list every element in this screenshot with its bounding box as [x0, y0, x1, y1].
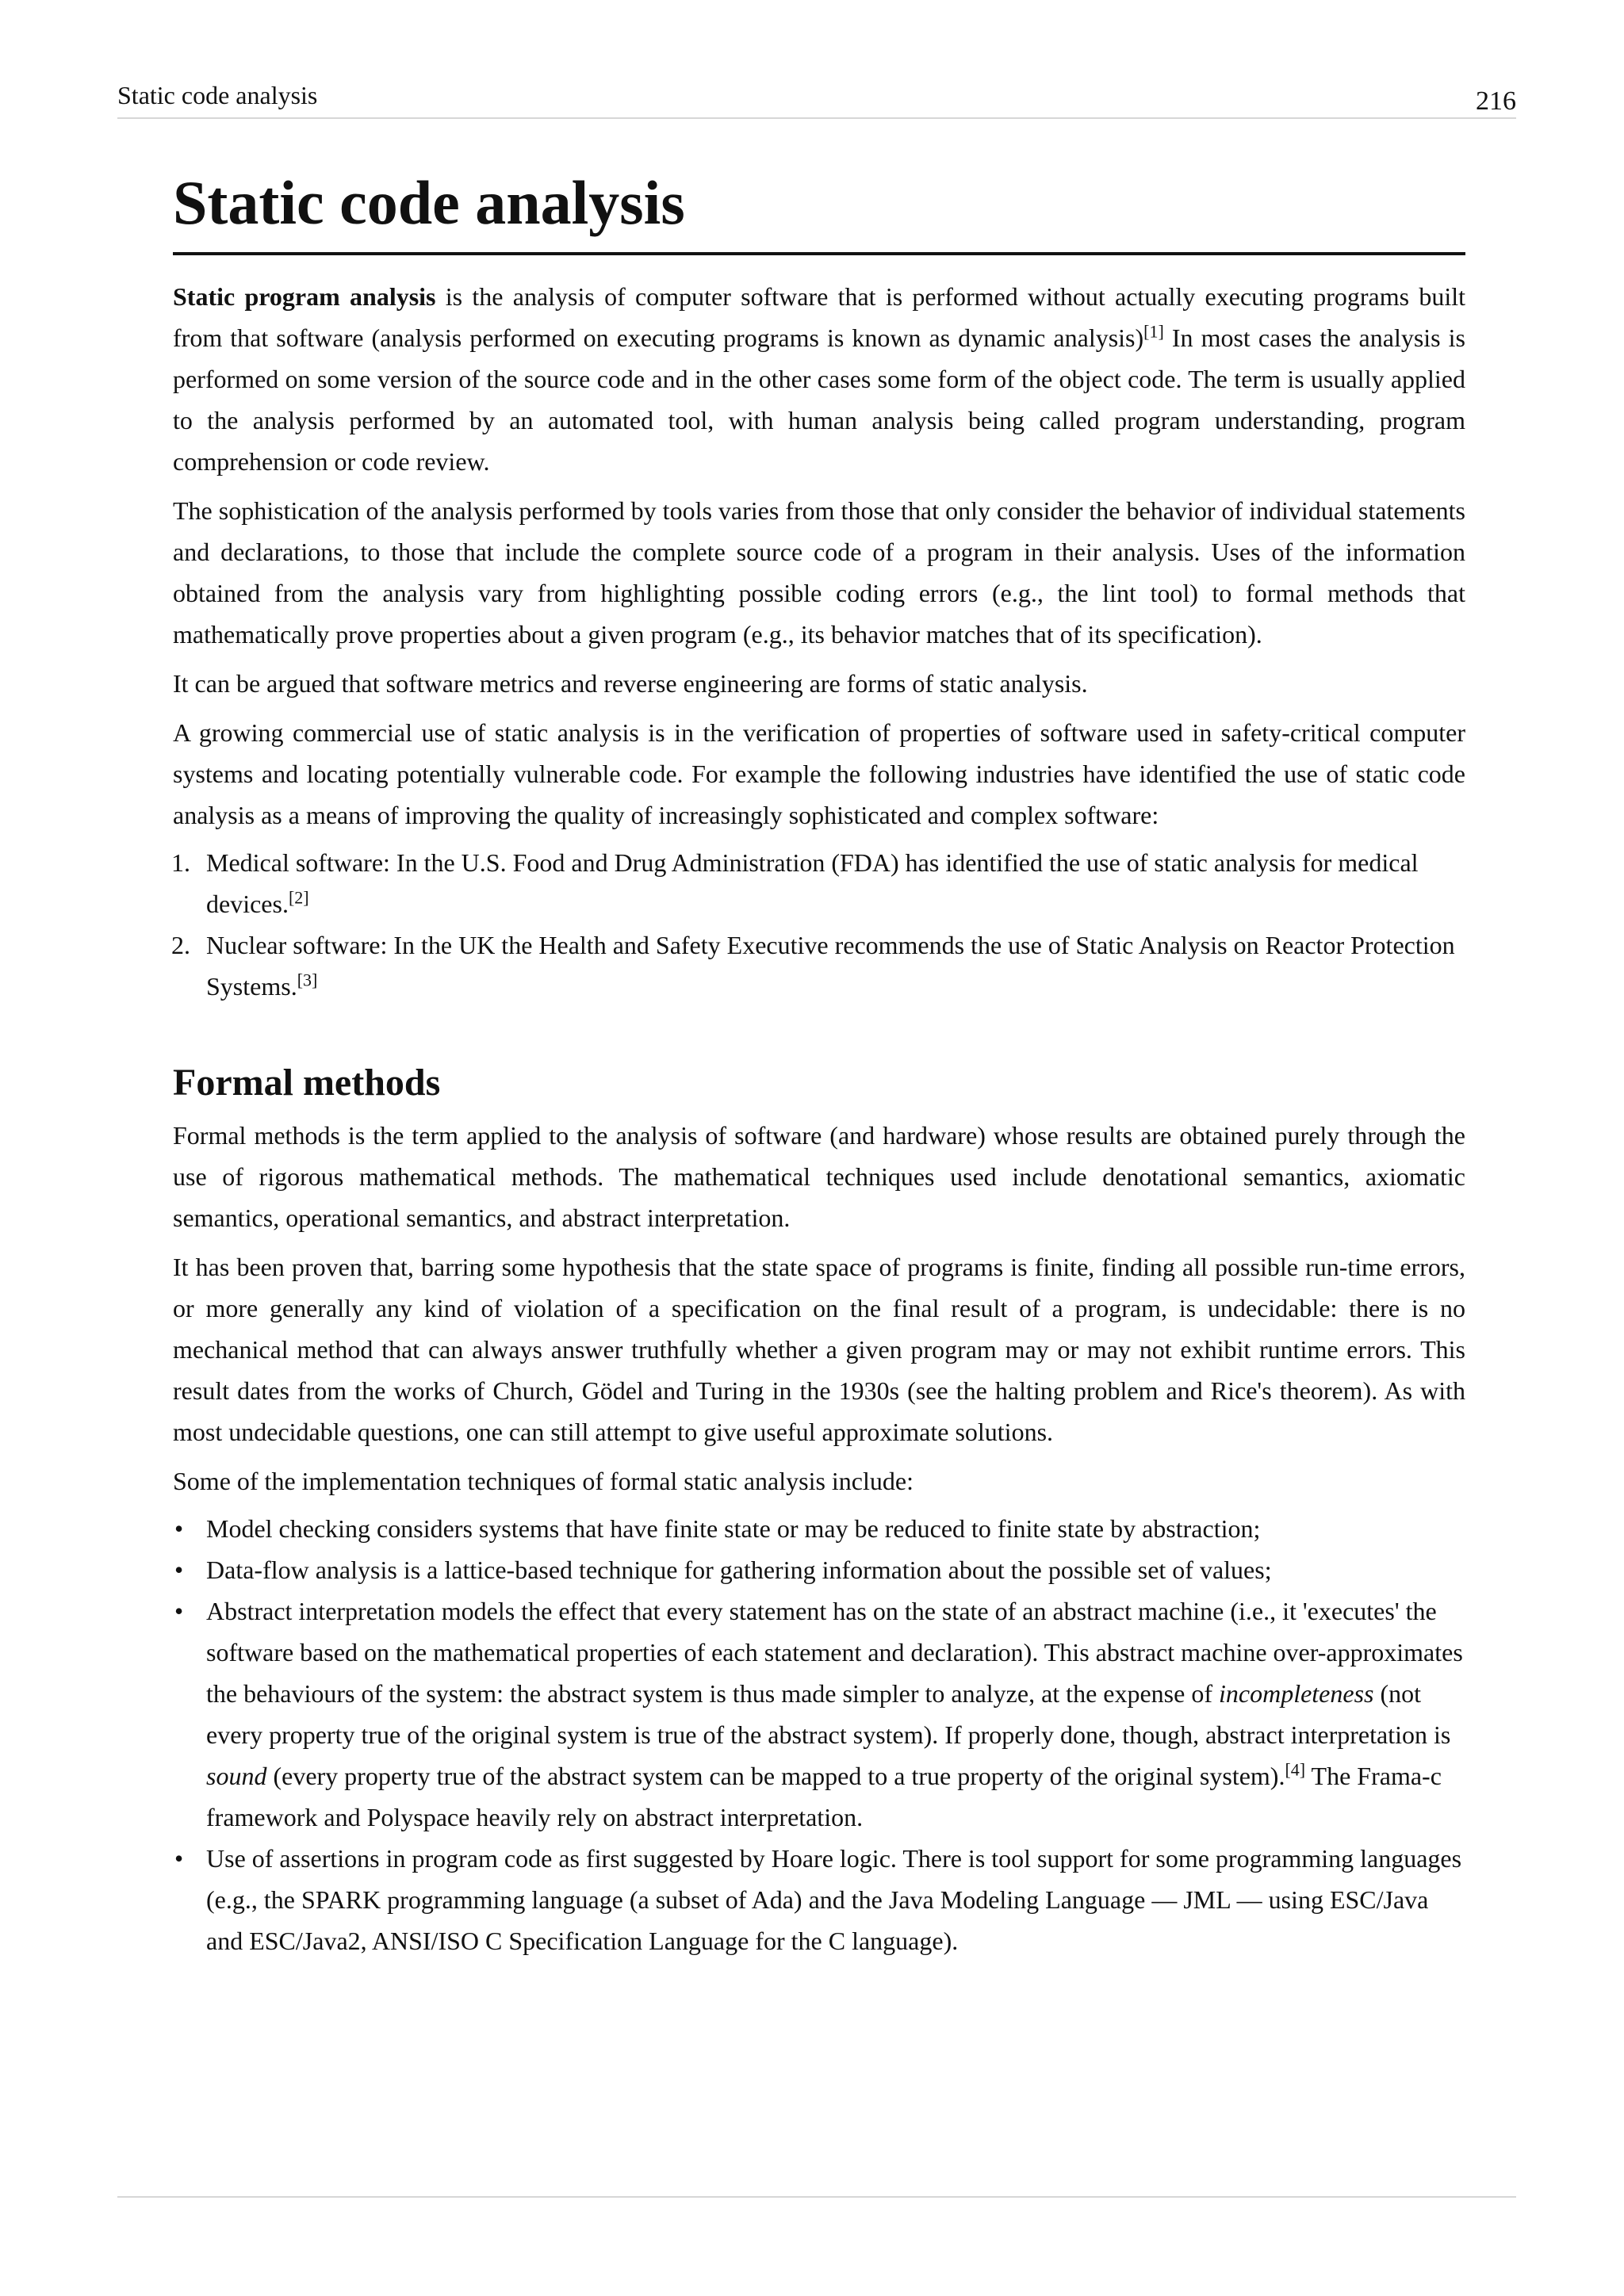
paragraph-sophistication: The sophistication of the analysis performed by tools varies from those that only consider the behavior of individual statements and declarations, to those that include the complete source code of a program in their analysis. Uses of the information obtained from the analysis vary from highlighting possible coding errors (e.g., the lint tool) to formal methods that mathematically prove properties about a given program (e.g., its behavior matches that of its specification). [173, 496, 1465, 649]
emphasis-incompleteness: incompleteness [1218, 1679, 1374, 1708]
running-header [117, 79, 1516, 119]
list-item-text: Nuclear software: In the UK the Health and Safety Executive recommends the use of Static Analysis on Reactor Protection Systems. [206, 931, 1455, 1001]
list-item-text: (every property true of the abstract system can be mapped to a true property of the original system). [266, 1762, 1285, 1790]
paragraph-undecidable: It has been proven that, barring some hypothesis that the state space of programs is finite, finding all possible run-time errors, or more generally any kind of violation of a specification on the final result of a program, is undecidable: there is no mechanical method that can always answer truthfully whether a given program may or may not exhibit runtime errors. This result dates from the works of Church, Gödel and Turing in the 1930s (see the halting problem and Rice's theorem). As with most undecidable questions, one can still attempt to give useful approximate solutions. [173, 1253, 1465, 1446]
list-item [173, 924, 1465, 1007]
page-title: Static code analysis [173, 165, 1465, 255]
footer-divider [117, 2196, 1516, 2198]
bullet-icon: • [174, 1556, 184, 1584]
citation-ref[interactable]: [2] [288, 887, 309, 908]
paragraph-commercial-use: A growing commercial use of static analysis is in the verification of properties of software used in safety-critical computer systems and locating potentially vulnerable code. For example the following industries have identified the use of static code analysis as a means of improving the quality of increasingly sophisticated and complex software: [173, 718, 1465, 829]
list-item-text: Use of assertions in program code as first suggested by Hoare logic. There is tool support for some programming languages (e.g., the SPARK programming language (a subset of Ada) and the Java Modeling Language — JML — using ESC/Java and ESC/Java2, ANSI/ISO C Specification Language for the C language). [206, 1844, 1462, 1955]
page-number: 216 [1476, 86, 1516, 116]
intro-text-1: is the analysis of computer software that is performed without actually executing programs built from that software (analysis performed on executing programs is known as dynamic analysis) [173, 282, 1465, 352]
intro-paragraph [173, 276, 1465, 482]
citation-ref[interactable]: [3] [297, 970, 318, 990]
list-item-text: Medical software: In the U.S. Food and Drug Administration (FDA) has identified the use of static analysis for medical devices. [206, 848, 1419, 918]
list-item-text: (not every property true of the original system is true of the abstract system). If properly done, though, abstract interpretation is [206, 1679, 1451, 1749]
section-heading-formal-methods: Formal methods [173, 1062, 441, 1104]
industries-list [173, 842, 1465, 1007]
list-item-text: The Frama-c framework and Polyspace heavily rely on abstract interpretation. [206, 1762, 1442, 1831]
list-item-text: Model checking considers systems that have finite state or may be reduced to finite state by abstraction; [206, 1514, 1261, 1543]
citation-ref[interactable]: [1] [1143, 321, 1164, 342]
list-number: 1. [171, 848, 190, 877]
intro-text-2: In most cases the analysis is performed on some version of the source code and in the other cases some form of the object code. The term is usually applied to the analysis performed by an automated tool, with human analysis being called program understanding, program comprehension or code review. [173, 323, 1466, 476]
article-body [173, 165, 1465, 1961]
list-item [173, 842, 1465, 924]
paragraph-metrics: It can be argued that software metrics and reverse engineering are forms of static analysis. [173, 669, 1088, 698]
list-item [173, 1508, 1465, 1549]
list-item-text: Data-flow analysis is a lattice-based technique for gathering information about the possible set of values; [206, 1556, 1272, 1584]
list-item [173, 1838, 1465, 1961]
bullet-icon: • [174, 1514, 184, 1543]
list-number: 2. [171, 931, 190, 959]
bullet-icon: • [174, 1844, 184, 1873]
emphasis-sound: sound [206, 1762, 267, 1790]
list-item [173, 1590, 1465, 1838]
running-title: Static code analysis [117, 81, 318, 109]
list-item-text: Abstract interpretation models the effect that every statement has on the state of an abstract machine (i.e., it 'executes' the software based on the mathematical properties of each statement and declaration). This abstract machine over-approximates the behaviours of the system: the abstract system is thus made simpler to analyze, at the expense of [206, 1597, 1463, 1708]
list-item [173, 1549, 1465, 1590]
paragraph-formal-definition: Formal methods is the term applied to the analysis of software (and hardware) whose results are obtained purely through the use of rigorous mathematical methods. The mathematical techniques used include denotational semantics, axiomatic semantics, operational semantics, and abstract interpretation. [173, 1121, 1465, 1232]
paragraph-techniques-intro: Some of the implementation techniques of formal static analysis include: [173, 1467, 914, 1495]
bold-term: Static program analysis [173, 282, 436, 311]
citation-ref[interactable]: [4] [1285, 1759, 1306, 1780]
techniques-list [173, 1508, 1465, 1961]
bullet-icon: • [174, 1597, 184, 1625]
